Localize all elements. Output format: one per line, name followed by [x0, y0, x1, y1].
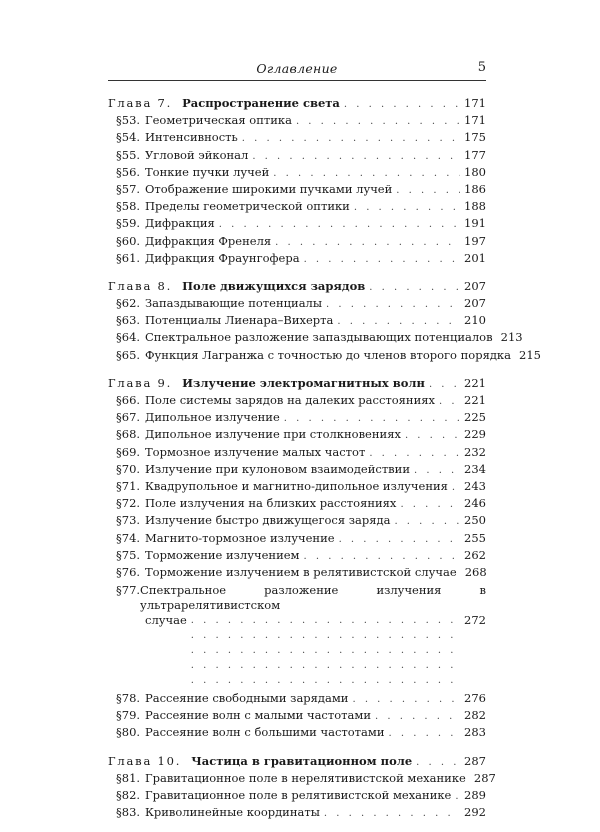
chapter-label: Глава 8.	[108, 278, 173, 293]
page-number: 5	[477, 60, 486, 75]
section-entry[interactable]	[108, 804, 486, 821]
chapter-label: Глава 10.	[108, 753, 182, 768]
leader-dots	[296, 113, 460, 130]
section-page: 250	[464, 513, 486, 528]
leader-dots	[344, 96, 460, 113]
section-title: Гравитационное поле в нерелятивистской механике	[145, 770, 466, 785]
leader-dots	[414, 462, 460, 479]
section-entry[interactable]	[108, 530, 486, 547]
section-title: Спектральное разложение излучения в ультрарелятивистском	[140, 583, 486, 613]
section-entry[interactable]	[108, 233, 486, 250]
section-number: §72.	[116, 496, 141, 511]
leader-dots	[326, 296, 460, 313]
leader-dots	[242, 130, 460, 147]
section-number: §73.	[116, 513, 141, 528]
section-entry[interactable]	[108, 690, 486, 707]
section-number: §57.	[116, 181, 141, 196]
chapter-block	[108, 278, 541, 364]
section-number: §65.	[116, 347, 141, 362]
section-page: 292	[464, 805, 486, 820]
section-entry[interactable]	[108, 329, 523, 346]
section-title: Гравитационное поле в релятивистской механике	[145, 788, 452, 802]
section-title: Излучение при кулоновом взаимодействии	[145, 461, 410, 476]
section-title: Криволинейные координаты	[145, 805, 320, 820]
chapter-block	[108, 375, 486, 742]
section-page: 213	[500, 330, 523, 345]
section-title: Запаздывающие потенциалы	[145, 296, 323, 311]
section-number: §71.	[116, 478, 141, 493]
section-page: 180	[464, 164, 486, 179]
header-title: Оглавление	[256, 61, 338, 76]
section-entry[interactable]	[108, 444, 486, 461]
chapter-page: 207	[464, 278, 486, 293]
section-title: Поле системы зарядов на далеких расстояниях	[145, 393, 435, 407]
section-title: Угловой эйконал	[145, 147, 249, 162]
leader-dots	[304, 548, 461, 565]
section-title: Тормозное излучение малых частот	[145, 444, 366, 459]
leader-dots	[354, 199, 460, 216]
section-page: 175	[464, 130, 486, 145]
chapter-title: Частица в гравитационном поле	[191, 753, 413, 768]
section-entry[interactable]	[108, 478, 486, 495]
section-entry[interactable]	[108, 164, 486, 181]
chapter-page: 171	[464, 96, 486, 110]
leader-dots	[369, 445, 460, 462]
section-number: §81.	[116, 770, 141, 785]
section-entry[interactable]	[108, 512, 486, 529]
section-page: 188	[464, 199, 486, 214]
running-header	[108, 60, 486, 81]
section-entry[interactable]	[108, 347, 541, 364]
section-title: Спектральное разложение запаздывающих потенциалов	[145, 330, 493, 345]
section-page: 268	[464, 564, 487, 579]
leader-dots	[252, 148, 460, 165]
section-number: §54.	[116, 130, 141, 145]
section-number: §55.	[116, 147, 141, 162]
chapter-entry[interactable]	[108, 375, 486, 392]
section-entry[interactable]	[108, 495, 486, 512]
section-entry[interactable]	[108, 583, 486, 688]
section-title: Интенсивность	[145, 130, 238, 145]
section-number: §70.	[116, 461, 141, 476]
section-title: Дипольное излучение при столкновениях	[145, 427, 401, 442]
section-page: 171	[464, 113, 486, 128]
leader-dots	[304, 251, 460, 268]
section-page: 234	[464, 461, 486, 476]
section-title: Поле излучения на близких расстояниях	[145, 496, 397, 511]
leader-dots	[394, 513, 460, 530]
leader-dots	[455, 788, 460, 805]
section-number: §75.	[116, 547, 141, 562]
leader-dots	[369, 279, 460, 296]
section-title: Геометрическая оптика	[145, 113, 292, 128]
leader-dots	[352, 691, 460, 708]
section-number: §78.	[116, 691, 141, 706]
leader-dots	[337, 313, 460, 330]
section-page: 197	[464, 233, 486, 248]
section-entry[interactable]	[108, 215, 486, 232]
section-number: §74.	[116, 530, 141, 545]
section-page: 229	[464, 427, 486, 442]
leader-dots	[452, 479, 460, 496]
chapter-page: 287	[464, 753, 486, 768]
section-page: 287	[473, 770, 496, 785]
section-page: 262	[464, 547, 486, 562]
section-number: §67.	[116, 410, 141, 425]
section-entry[interactable]	[108, 295, 486, 312]
section-page: 225	[464, 410, 486, 425]
section-page: 282	[464, 708, 486, 723]
leader-dots	[324, 805, 460, 822]
section-title: Рассеяние волн с большими частотами	[145, 725, 385, 740]
section-title: Квадрупольное и магнитно-дипольное излучения	[145, 478, 448, 493]
chapter-block	[108, 95, 486, 267]
section-title: Пределы геометрической оптики	[145, 199, 350, 214]
section-page: 177	[464, 147, 486, 162]
section-page: 289	[464, 788, 486, 802]
section-number: §59.	[116, 216, 141, 231]
table-of-contents	[108, 95, 541, 832]
section-title: Отображение широкими пучками лучей	[145, 181, 393, 196]
section-entry[interactable]	[108, 409, 486, 426]
section-entry[interactable]	[108, 426, 486, 443]
chapter-entry[interactable]	[108, 278, 486, 295]
leader-dots	[416, 754, 460, 771]
section-number: §61.	[116, 250, 141, 265]
leader-dots	[389, 725, 461, 742]
section-number: §58.	[116, 199, 141, 214]
leader-dots	[219, 216, 460, 233]
section-entry[interactable]	[108, 312, 486, 329]
section-page: 276	[464, 691, 486, 706]
section-entry[interactable]	[108, 724, 486, 741]
section-number: §82.	[116, 788, 141, 802]
section-page: 215	[519, 347, 541, 362]
section-number: §56.	[116, 164, 141, 179]
section-title: Торможение излучением в релятивистской случае	[145, 564, 457, 579]
section-title: Тонкие пучки лучей	[145, 164, 270, 179]
section-entry[interactable]	[108, 770, 496, 787]
section-number: §66.	[116, 393, 141, 407]
leader-dots	[396, 182, 460, 199]
section-number: §53.	[116, 113, 141, 128]
section-title: Дифракция	[145, 216, 215, 231]
section-title: Магнито-тормозное излучение	[145, 530, 335, 545]
section-entry[interactable]	[108, 707, 486, 724]
leader-dots	[339, 531, 460, 548]
section-page: 283	[464, 725, 486, 740]
section-number: §68.	[116, 427, 141, 442]
section-number: §60.	[116, 233, 141, 248]
chapter-block	[108, 753, 496, 822]
section-title-continued: случае	[145, 613, 187, 628]
section-page: 221	[464, 393, 486, 407]
section-entry[interactable]	[108, 147, 486, 164]
leader-dots	[405, 427, 460, 444]
section-page: 243	[464, 478, 486, 493]
section-number: §79.	[116, 708, 141, 723]
section-title: Рассеяние свободными зарядами	[145, 691, 349, 706]
section-entry[interactable]	[108, 787, 486, 804]
chapter-title: Поле движущихся зарядов	[182, 278, 366, 293]
section-page: 201	[464, 250, 486, 265]
section-entry[interactable]	[108, 181, 486, 198]
chapter-entry[interactable]	[108, 95, 486, 112]
section-title: Дифракция Фраунгофера	[145, 250, 300, 265]
chapter-title: Излучение электромагнитных волн	[182, 375, 425, 390]
section-entry[interactable]	[108, 112, 486, 129]
section-entry[interactable]	[108, 547, 486, 564]
leader-dots	[275, 234, 460, 251]
section-title: Торможение излучением	[145, 547, 300, 562]
section-number: §63.	[116, 313, 141, 328]
leader-dots	[429, 376, 460, 393]
section-number: §69.	[116, 444, 141, 459]
section-title: Функция Лагранжа с точностью до членов второго порядка	[145, 347, 511, 362]
section-page: 232	[464, 444, 486, 459]
section-page: 207	[464, 296, 486, 311]
section-entry[interactable]	[108, 392, 486, 409]
section-entry[interactable]	[108, 564, 486, 581]
section-page: 210	[464, 313, 486, 328]
section-entry[interactable]	[108, 198, 486, 215]
section-page: 272	[464, 613, 486, 628]
chapter-label: Глава 9.	[108, 375, 173, 390]
section-title: Рассеяние волн с малыми частотами	[145, 708, 371, 723]
section-title: Потенциалы Лиенара–Вихерта	[145, 313, 334, 328]
section-page: 191	[464, 216, 486, 231]
section-entry[interactable]	[108, 461, 486, 478]
section-number: §77.	[116, 583, 141, 598]
section-title: Дипольное излучение	[145, 410, 280, 425]
section-page: 186	[464, 181, 486, 196]
section-entry[interactable]	[108, 129, 486, 146]
section-number: §62.	[116, 296, 141, 311]
leader-dots	[273, 165, 460, 182]
chapter-label: Глава 7.	[108, 96, 173, 110]
section-number: §76.	[116, 564, 141, 579]
section-page: 246	[464, 496, 486, 511]
leader-dots	[375, 708, 460, 725]
chapter-page: 221	[464, 375, 486, 390]
section-number: §80.	[116, 725, 141, 740]
section-page: 255	[464, 530, 486, 545]
leader-dots	[284, 410, 460, 427]
section-entry[interactable]	[108, 250, 486, 267]
chapter-title: Распространение света	[182, 96, 340, 110]
section-title: Излучение быстро движущегося заряда	[145, 513, 391, 528]
section-title: Дифракция Френеля	[145, 233, 272, 248]
leader-dots	[400, 496, 460, 513]
chapter-entry[interactable]	[108, 753, 486, 770]
section-number: §64.	[116, 330, 141, 345]
leader-dots	[191, 613, 460, 688]
section-number: §83.	[116, 805, 141, 820]
leader-dots	[439, 393, 460, 410]
